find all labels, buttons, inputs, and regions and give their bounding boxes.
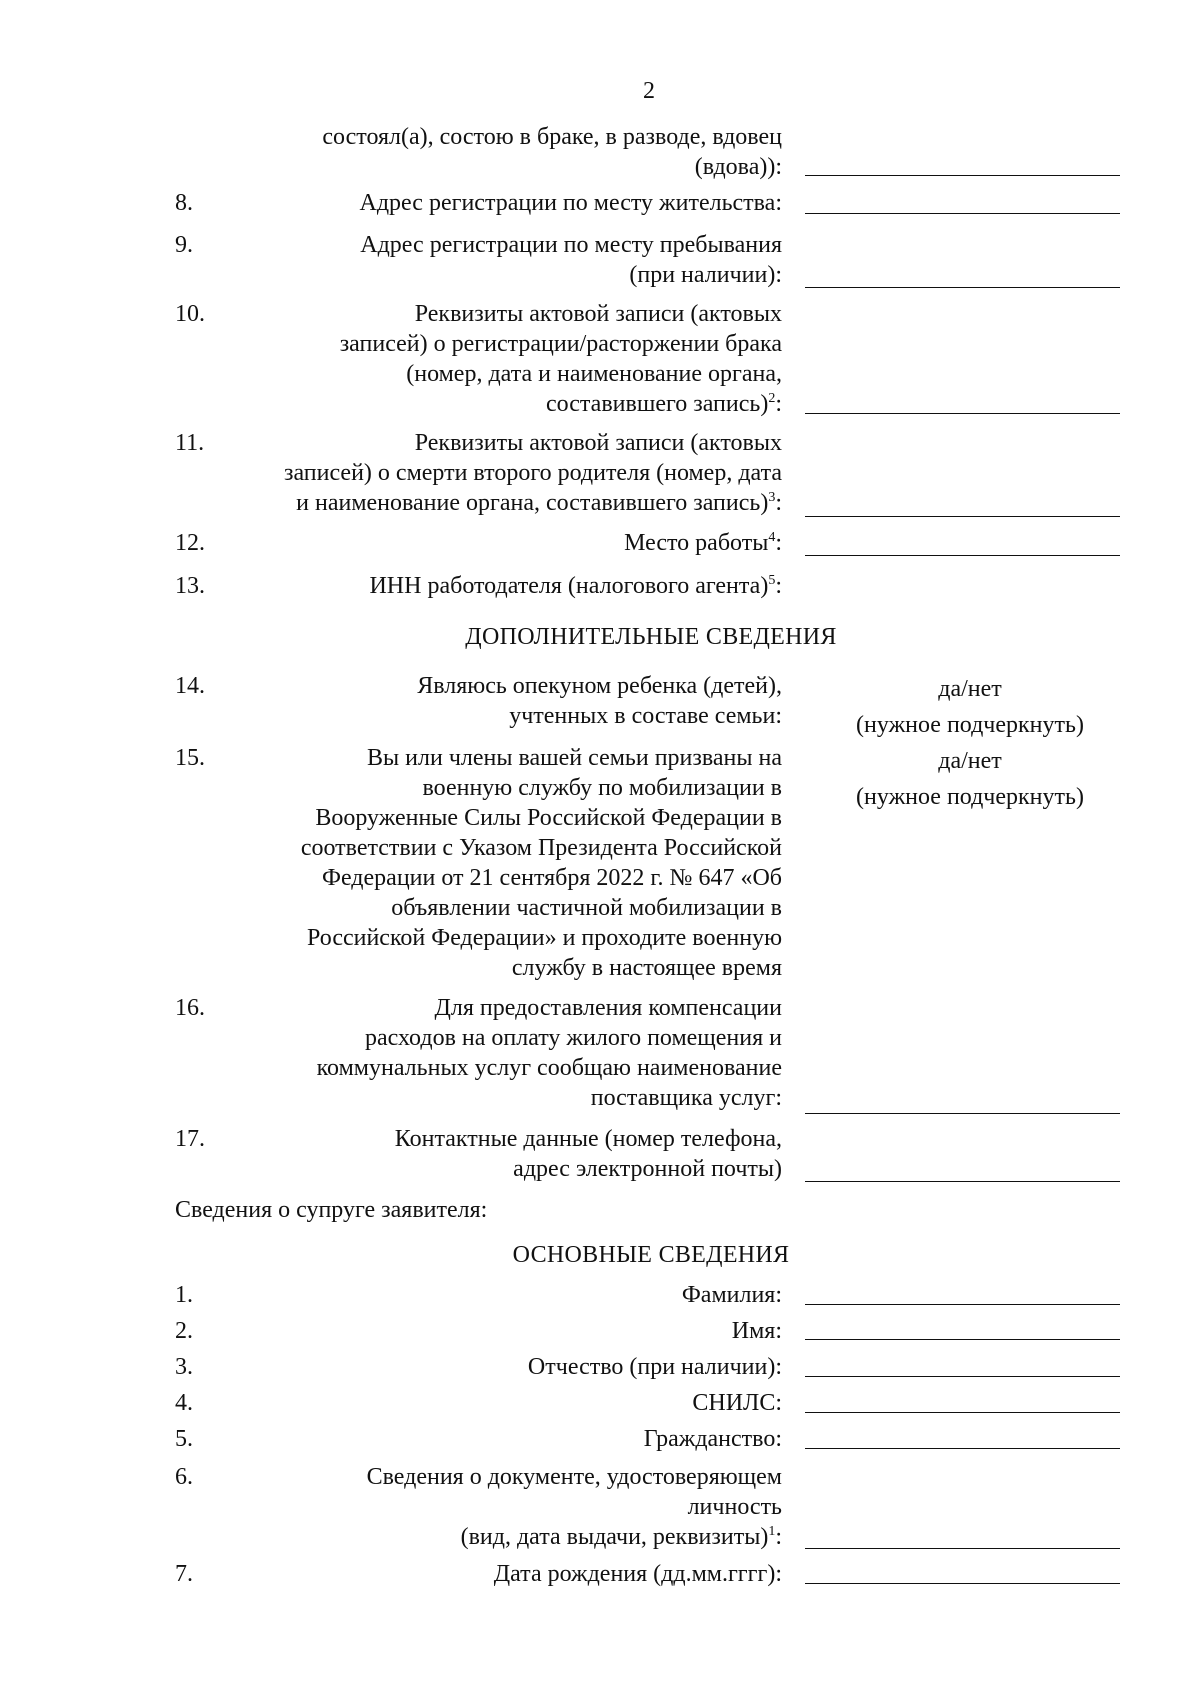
answer-line[interactable] xyxy=(805,175,1120,176)
answer-line[interactable] xyxy=(805,1113,1120,1114)
row-number: 9. xyxy=(175,232,193,258)
row-number: 11. xyxy=(175,430,205,456)
row-number: 5. xyxy=(175,1426,193,1452)
row-number: 7. xyxy=(175,1561,193,1587)
field-label: Для предоставления компенсации расходов на оплату жилого помещения и коммунальных услуг сообщаю наименование поставщика услуг: xyxy=(316,995,782,1111)
field-label: Имя: xyxy=(731,1318,782,1344)
row-number: 6. xyxy=(175,1464,193,1490)
footnote-ref: 3 xyxy=(768,490,776,505)
yes-no-choice[interactable]: да/нет (нужное подчеркнуть) xyxy=(856,748,1084,810)
answer-line[interactable] xyxy=(805,1304,1120,1305)
field-label: СНИЛС: xyxy=(692,1390,782,1416)
answer-line[interactable] xyxy=(805,516,1120,517)
footnote-ref: 5 xyxy=(768,573,776,588)
field-label: Адрес регистрации по месту пребывания (при наличии): xyxy=(360,232,782,288)
field-label: Сведения о документе, удостоверяющем личность (вид, дата выдачи, реквизиты)$^1$: xyxy=(366,1464,782,1550)
section-heading-additional: ДОПОЛНИТЕЛЬНЫЕ СВЕДЕНИЯ xyxy=(465,624,837,650)
answer-line[interactable] xyxy=(805,1339,1120,1340)
answer-line[interactable] xyxy=(805,1548,1120,1549)
row-number: 17. xyxy=(175,1126,205,1152)
answer-line[interactable] xyxy=(805,1412,1120,1413)
row-number: 10. xyxy=(175,301,205,327)
field-label: Дата рождения (дд.мм.гггг): xyxy=(493,1561,782,1587)
footnote-ref: 1 xyxy=(768,1524,776,1539)
field-label: Вы или члены вашей семьи призваны на военную службу по мобилизации в Вооруженные Силы Российской Федерации в соответствии с Указом Президента Российской Федерации от 21 сентября 2022 г. № 647 «Об объявлении частичной мобилизации в Российской Федерации» и проходите военную службу в настоящее время xyxy=(300,745,782,981)
field-label: Реквизиты актовой записи (актовых записей) о смерти второго родителя (номер, дата и наименование органа, составившего запись)$^3$: xyxy=(283,430,782,516)
answer-line[interactable] xyxy=(805,1376,1120,1377)
section-heading-basic: ОСНОВНЫЕ СВЕДЕНИЯ xyxy=(512,1242,790,1268)
page-number: 2 xyxy=(643,78,655,104)
row-number: 16. xyxy=(175,995,205,1021)
spouse-intro: Сведения о супруге заявителя: xyxy=(175,1197,488,1223)
field-label: состоял(а), состою в браке, в разводе, вдовец (вдова)): xyxy=(322,124,782,180)
field-label: Отчество (при наличии): xyxy=(527,1354,782,1380)
row-number: 4. xyxy=(175,1390,193,1416)
field-label: Реквизиты актовой записи (актовых записей) о регистрации/расторжении брака (номер, дата и наименование органа, составившего запись)$^2$: xyxy=(339,301,782,417)
field-label: Адрес регистрации по месту жительства: xyxy=(359,190,782,216)
answer-line[interactable] xyxy=(805,213,1120,214)
answer-line[interactable] xyxy=(805,1448,1120,1449)
row-number: 3. xyxy=(175,1354,193,1380)
footnote-ref: 4 xyxy=(768,530,776,545)
answer-line[interactable] xyxy=(805,1181,1120,1182)
field-label: Место работы$^4$: xyxy=(624,530,782,556)
row-number: 12. xyxy=(175,530,205,556)
field-label: Гражданство: xyxy=(643,1426,782,1452)
footnote-ref: 2 xyxy=(768,391,776,406)
yes-no-choice[interactable]: да/нет (нужное подчеркнуть) xyxy=(856,676,1084,738)
row-number: 8. xyxy=(175,190,193,216)
row-number: 13. xyxy=(175,573,205,599)
answer-line[interactable] xyxy=(805,1583,1120,1584)
answer-line[interactable] xyxy=(805,413,1120,414)
row-number: 15. xyxy=(175,745,205,771)
field-label: Являюсь опекуном ребенка (детей), учтенных в составе семьи: xyxy=(417,673,782,729)
field-label: ИНН работодателя (налогового агента)$^5$: xyxy=(369,573,782,599)
field-label: Контактные данные (номер телефона, адрес электронной почты) xyxy=(394,1126,782,1182)
field-label: Фамилия: xyxy=(681,1282,782,1308)
row-number: 14. xyxy=(175,673,205,699)
row-number: 2. xyxy=(175,1318,193,1344)
answer-line[interactable] xyxy=(805,555,1120,556)
row-number: 1. xyxy=(175,1282,193,1308)
answer-line[interactable] xyxy=(805,287,1120,288)
